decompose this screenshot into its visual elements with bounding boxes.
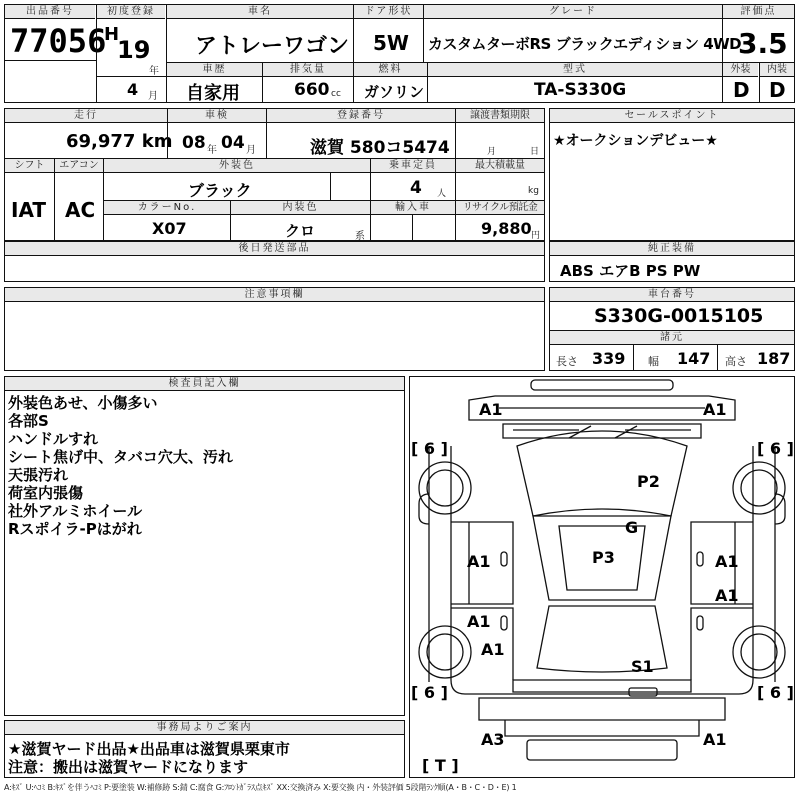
office-label: 事務局よりご案内 (5, 721, 404, 735)
shift-label: シフト (5, 159, 54, 173)
tire-mark-rear-left: [ 6 ] (411, 683, 448, 702)
ac-label: エアコン (55, 159, 103, 173)
model-label: 車名 (167, 5, 353, 19)
history: 自家用 (186, 83, 240, 104)
height: 187 (757, 349, 791, 368)
inspector-line: ハンドルすれ (8, 430, 99, 448)
type-label: 型式 (428, 63, 722, 77)
lot-number: 77056 (10, 22, 107, 60)
inspector-notes (8, 394, 233, 538)
score-label: 評価点 (723, 5, 794, 19)
length-label: 長さ (556, 355, 578, 368)
recycle: 9,880 (481, 219, 532, 238)
grade: カスタムターボRS ブラックエディション 4WD (428, 35, 742, 53)
import-label: 輸入車 (371, 201, 455, 215)
exterior-grade: D (733, 78, 750, 102)
displacement: 660 (294, 80, 330, 100)
damage-mark-p3: P3 (592, 548, 615, 567)
reg-label: 登録番号 (267, 109, 455, 123)
exterior-label: 外装 (723, 63, 758, 77)
damage-mark-g: G (625, 518, 639, 537)
era: H (104, 24, 120, 45)
interior-grade: D (769, 78, 786, 102)
transfer-month: 月 (487, 147, 497, 157)
damage-mark-a1-right-door-2: A1 (715, 586, 739, 605)
sales-point-label: セールスポイント (550, 109, 794, 123)
chassis-number: S330G-0015105 (594, 305, 764, 327)
genuine-label: 純正装備 (550, 242, 794, 256)
damage-mark-a1-left-door-1: A1 (467, 552, 491, 571)
year: 19 (117, 36, 151, 64)
inspector-line: 天張汚れ (8, 466, 69, 484)
notes-label: 注意事項欄 (5, 288, 544, 302)
office-line-2: 注意：搬出は滋賀ヤードになります (8, 758, 249, 776)
model: アトレーワゴン (195, 34, 350, 59)
height-label: 高さ (725, 355, 747, 368)
year-unit: 年 (149, 66, 159, 77)
inspector-line: 外装色あせ、小傷多い (8, 394, 158, 412)
int-color-unit: 系 (355, 231, 365, 242)
score: 3.5 (738, 27, 788, 60)
genuine-text: ABS エアB PS PW (560, 262, 701, 280)
load-unit: kg (528, 186, 539, 196)
inspector-line: 荷室内張傷 (8, 484, 84, 502)
load-label: 最大積載量 (456, 159, 544, 173)
first-reg-label: 初度登録 (97, 5, 165, 19)
damage-mark-s1: S1 (631, 657, 654, 676)
damage-mark-a3: A3 (481, 730, 505, 749)
recycle-unit: 円 (531, 231, 541, 241)
recycle-label: リサイクル預託金 (456, 201, 544, 215)
tire-mark-rear-right: [ 6 ] (757, 683, 794, 702)
trunk-mark: [ T ] (422, 756, 459, 775)
inspector-label: 検査員記入欄 (5, 377, 404, 391)
capacity: 4 (410, 178, 422, 198)
insp-year-unit: 年 (207, 145, 217, 156)
shift: IAT (11, 198, 47, 222)
month: 4 (127, 80, 139, 99)
capacity-unit: 人 (437, 189, 447, 199)
office-line-1: ★滋賀ヤード出品★出品車は滋賀県栗東市 (8, 740, 290, 758)
displacement-label: 排気量 (263, 63, 353, 77)
tire-mark-front-right: [ 6 ] (757, 439, 794, 458)
capacity-label: 乗車定員 (371, 159, 455, 173)
transfer-day: 日 (530, 147, 540, 157)
color-label: 外装色 (104, 159, 370, 173)
sales-point-box (549, 108, 795, 241)
damage-mark-a1-front-left: A1 (479, 400, 503, 419)
damage-mark-a1-left-rear: A1 (481, 640, 505, 659)
type: TA-S330G (534, 80, 627, 100)
inspector-line: シート焦げ中、タバコ穴大、汚れ (8, 448, 233, 466)
damage-mark-a1-right-door-1: A1 (715, 552, 739, 571)
color: ブラック (188, 181, 252, 200)
ac: AC (65, 198, 96, 222)
chassis-label: 車台番号 (550, 288, 794, 302)
insp-year: 08 (182, 133, 206, 153)
damage-mark-p2: P2 (637, 472, 660, 491)
lot-label: 出品番号 (5, 5, 95, 19)
inspector-line: 社外アルミホイール (8, 502, 143, 520)
insp-month: 04 (221, 133, 245, 153)
later-parts-label: 後日発送部品 (5, 242, 544, 256)
dims-label: 諸元 (550, 331, 794, 345)
damage-mark-a1-front-right: A1 (703, 400, 727, 419)
color-no-label: カラーNo. (104, 201, 230, 215)
car-diagram (409, 376, 795, 778)
width-label: 幅 (648, 355, 659, 368)
length: 339 (592, 349, 626, 368)
door: 5W (373, 31, 409, 55)
grade-label: グレード (424, 5, 722, 19)
inspection-label: 車検 (168, 109, 266, 123)
history-label: 車歴 (167, 63, 262, 77)
tire-mark-front-left: [ 6 ] (411, 439, 448, 458)
fuel-label: 燃料 (354, 63, 427, 77)
month-unit: 月 (148, 91, 158, 102)
mileage-label: 走行 (5, 109, 167, 123)
legend: A:ｷｽﾞ U:ﾍｺﾐ B:ｷｽﾞを伴うﾍｺﾐ P:要塗装 W:補修跡 S:錆 C:腐食 G:ﾌﾛﾝﾄｶﾞﾗｽ点ｷｽﾞ XX:交換済み X:要交換 内・外装評価 5段階ﾗﾝｸ順(A・B・C・D・E) 1 (4, 783, 517, 792)
int-color: クロ (285, 222, 316, 240)
mileage: 69,977 km (66, 131, 173, 152)
insp-month-unit: 月 (246, 145, 256, 156)
reg-number: 滋賀 580コ5474 (310, 138, 450, 158)
int-color-label: 内装色 (231, 201, 370, 215)
displacement-unit: cc (331, 89, 341, 99)
door-label: ドア形状 (354, 5, 423, 19)
damage-mark-a1-left-door-2: A1 (467, 612, 491, 631)
inspector-line: 各部S (8, 412, 49, 430)
inspector-line: Rスポイラ-Pはがれ (8, 520, 142, 538)
width: 147 (677, 349, 711, 368)
sales-point-text: ★オークションデビュー★ (553, 133, 718, 149)
color-no: X07 (152, 219, 187, 238)
interior-label: 内装 (760, 63, 794, 77)
transfer-label: 譲渡書類期限 (456, 109, 544, 123)
fuel: ガソリン (364, 83, 425, 101)
damage-mark-a1-rear-right: A1 (703, 730, 727, 749)
